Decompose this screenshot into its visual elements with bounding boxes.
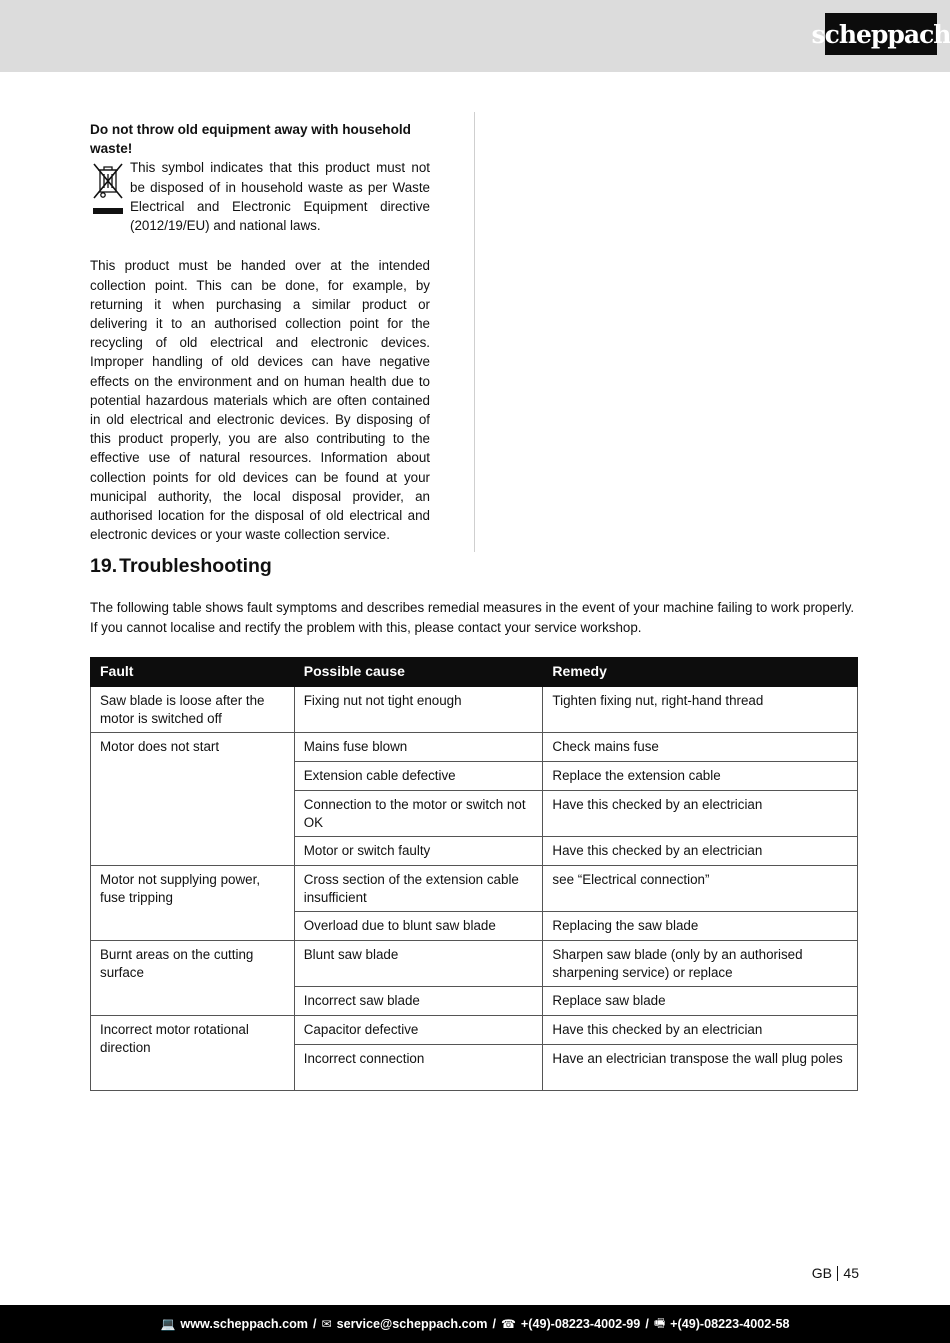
fault-cell: Motor does not start — [91, 733, 295, 866]
fault-cell: Burnt areas on the cutting surface — [91, 941, 295, 1016]
footer-separator: / — [492, 1317, 496, 1331]
section-heading — [90, 555, 272, 578]
table-row — [91, 866, 858, 912]
disposal-paragraph: This product must be handed over at the intended collection point. This can be done, for example, by returning it when purchasing a similar product or delivering it to an authorised collection point for the recycling of old electrical and electronic devices. Improper handling of old devices can have negative effects on the environment and on human health due to potential hazardous materials which are often contained in old electrical and electronic devices. By disposing of this product properly, you are also contributing to the effective use of natural resources. Information about collection points for old devices can be found at your municipal authority, the local disposal provider, an authorised location for the disposal of old electrical and electronic devices or your waste collection service. — [90, 258, 430, 543]
cause-cell: Extension cable defective — [294, 762, 543, 791]
section-title: Troubleshooting — [119, 555, 272, 577]
fault-cell: Motor not supplying power, fuse tripping — [91, 866, 295, 941]
cause-cell: Blunt saw blade — [294, 941, 543, 987]
cause-cell: Connection to the motor or switch not OK — [294, 791, 543, 837]
section-number: 19. — [90, 555, 118, 577]
header-fault: Fault — [91, 658, 295, 687]
footer-separator: / — [313, 1317, 317, 1331]
footer-bar — [0, 1305, 950, 1343]
table-row — [91, 733, 858, 762]
column-divider — [474, 112, 475, 552]
crossed-out-wheelie-bin-icon — [90, 158, 126, 218]
scheppach-logo: scheppach — [825, 13, 937, 55]
page-separator — [837, 1266, 839, 1281]
troubleshooting-table — [90, 657, 858, 1091]
remedy-cell: Have this checked by an electrician — [543, 1016, 858, 1045]
remedy-cell: Have this checked by an electrician — [543, 791, 858, 837]
computer-icon: 💻 — [160, 1317, 176, 1331]
cause-cell: Overload due to blunt saw blade — [294, 912, 543, 941]
page-number-value: 45 — [843, 1265, 859, 1281]
remedy-cell: see “Electrical connection” — [543, 866, 858, 912]
table-row — [91, 1016, 858, 1045]
fax-icon: 🖷 — [653, 1315, 666, 1330]
table-header-row — [91, 658, 858, 687]
weee-column — [90, 120, 430, 544]
cause-cell: Mains fuse blown — [294, 733, 543, 762]
footer-phone: +(49)-08223-4002-99 — [520, 1317, 641, 1331]
header-remedy: Remedy — [543, 658, 858, 687]
weee-symbol-text: This symbol indicates that this product must not be disposed of in household waste as per Waste Electrical and Electronic Equipment directive (2012/19/EU) and national laws. — [130, 160, 430, 234]
remedy-cell: Have this checked by an electrician — [543, 837, 858, 866]
cause-cell: Cross section of the extension cable insufficient — [294, 866, 543, 912]
header-band — [0, 0, 950, 72]
cause-cell: Incorrect saw blade — [294, 987, 543, 1016]
section-intro: The following table shows fault symptoms and describes remedial measures in the event of your machine failing to work properly. If you cannot localise and rectify the problem with this, please contact your service workshop. — [90, 600, 855, 635]
page-language: GB — [811, 1265, 832, 1281]
email-icon: ✉ — [321, 1317, 332, 1331]
weee-symbol-block — [90, 158, 430, 236]
remedy-cell: Sharpen saw blade (only by an authorised sharpening service) or replace — [543, 941, 858, 987]
footer-email[interactable]: service@scheppach.com — [336, 1317, 488, 1331]
cause-cell: Motor or switch faulty — [294, 837, 543, 866]
footer-website[interactable]: www.scheppach.com — [180, 1317, 309, 1331]
header-cause: Possible cause — [294, 658, 543, 687]
table-row — [91, 687, 858, 733]
phone-icon: ☎ — [500, 1317, 516, 1331]
remedy-cell: Check mains fuse — [543, 733, 858, 762]
weee-heading: Do not throw old equipment away with household waste! — [90, 122, 411, 157]
cause-cell: Fixing nut not tight enough — [294, 687, 543, 733]
cause-cell: Incorrect connection — [294, 1045, 543, 1091]
footer-separator: / — [645, 1317, 649, 1331]
fault-cell: Saw blade is loose after the motor is switched off — [91, 687, 295, 733]
page-number — [812, 1265, 859, 1281]
remedy-cell: Replace the extension cable — [543, 762, 858, 791]
fault-cell: Incorrect motor rotational direction — [91, 1016, 295, 1091]
remedy-cell: Replace saw blade — [543, 987, 858, 1016]
cause-cell: Capacitor defective — [294, 1016, 543, 1045]
table-row — [91, 941, 858, 987]
remedy-cell: Tighten fixing nut, right-hand thread — [543, 687, 858, 733]
footer-fax: +(49)-08223-4002-58 — [670, 1317, 790, 1331]
remedy-cell: Have an electrician transpose the wall plug poles — [543, 1045, 858, 1091]
remedy-cell: Replacing the saw blade — [543, 912, 858, 941]
